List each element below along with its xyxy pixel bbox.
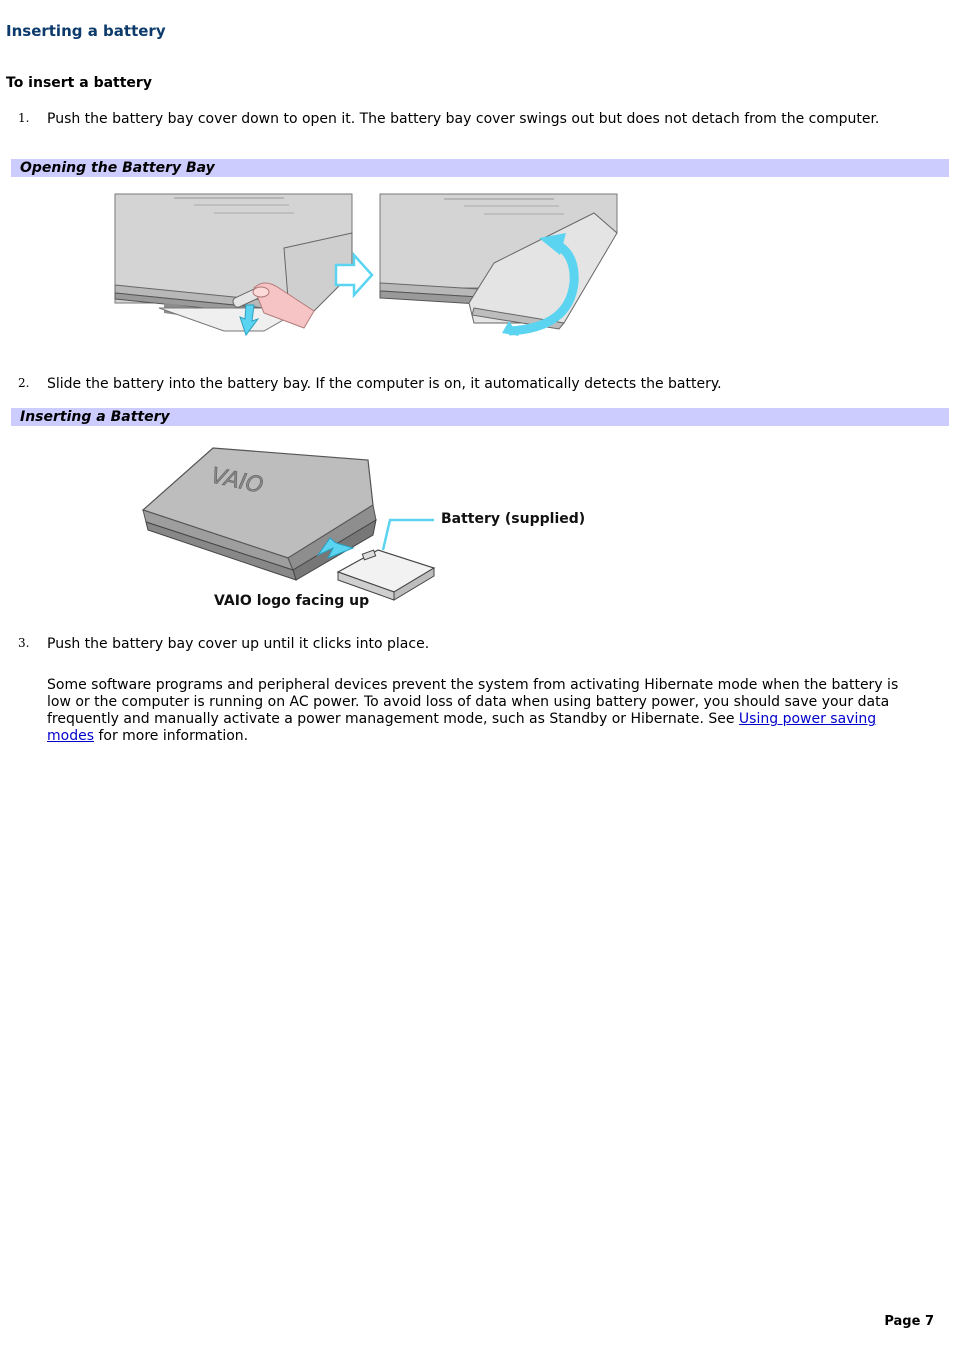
- caption-opening-battery-bay: [11, 159, 949, 177]
- caption-inserting-battery: [11, 408, 949, 426]
- battery-label: Battery (supplied): [441, 511, 586, 527]
- page-number: Page 7: [884, 1314, 934, 1329]
- caption-text: Inserting a Battery: [20, 409, 170, 425]
- step-number: 3.: [18, 636, 30, 650]
- svg-text:VAIO: VAIO: [208, 463, 266, 499]
- step-number: 1.: [18, 111, 30, 125]
- caption-text: Opening the Battery Bay: [20, 160, 215, 176]
- laptop-closed: [143, 448, 376, 580]
- step-number: 2.: [18, 376, 30, 390]
- step-text: Push the battery bay cover up until it clicks into place.: [47, 636, 430, 652]
- note-text-before: Some software programs and peripheral devices prevent the system from activating Hibernate mode when the battery is low or the computer is running on AC power. To avoid loss of data when using battery power, you should save your data frequently and manually activate a power management mode, such as Standby or Hibernate. See: [47, 677, 899, 727]
- note-text-after: for more information.: [94, 728, 249, 744]
- step-text: Slide the battery into the battery bay. If the computer is on, it automatically detects the battery.: [47, 376, 722, 392]
- opening-battery-bay-illustration: [114, 193, 619, 338]
- laptop-corner-open: [380, 194, 617, 329]
- inserting-battery-illustration: [138, 440, 593, 615]
- page-title: Inserting a battery: [6, 22, 166, 40]
- laptop-corner-closed: [115, 194, 352, 334]
- step-text: Push the battery bay cover down to open it. The battery bay cover swings out but does not detach from the computer.: [47, 111, 880, 127]
- power-saving-modes-link[interactable]: Using power saving modes: [47, 711, 877, 744]
- logo-label: VAIO logo facing up: [214, 593, 370, 609]
- callout-line: [383, 520, 434, 550]
- section-subheading: To insert a battery: [6, 75, 152, 91]
- hibernate-note: [47, 677, 907, 745]
